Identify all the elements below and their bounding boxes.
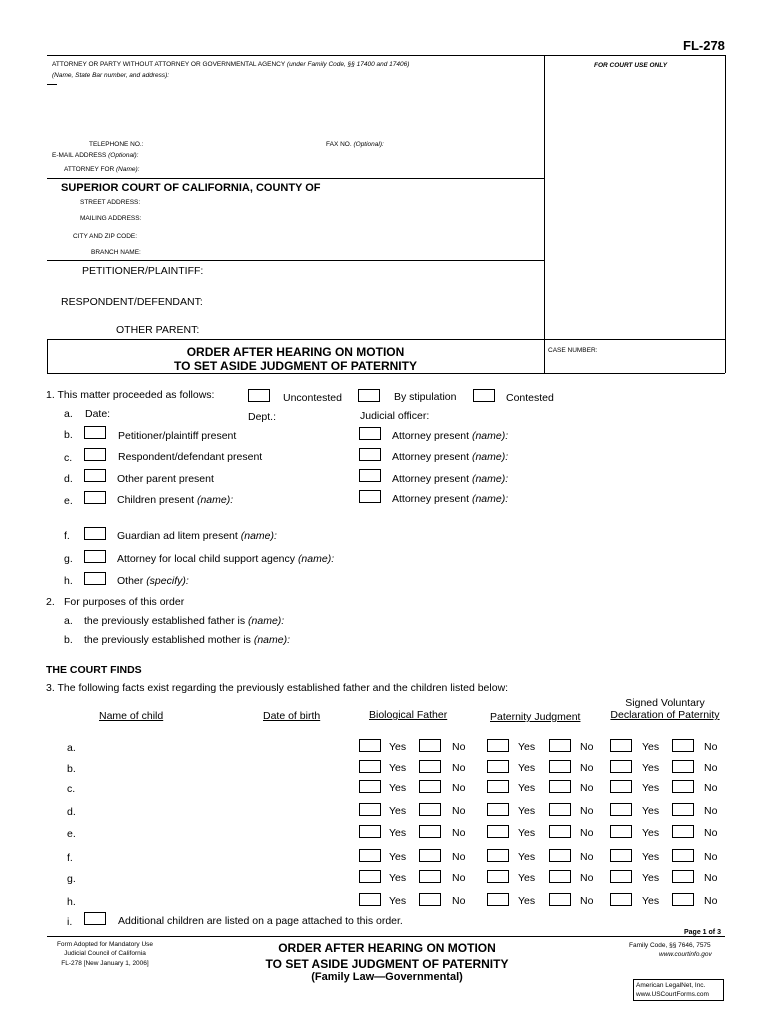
- svd-no-label: No: [704, 805, 718, 817]
- header-divider: [544, 55, 545, 373]
- svd-yes-label: Yes: [642, 782, 660, 794]
- mailing-label: MAILING ADDRESS:: [80, 215, 142, 222]
- pj-no-label: No: [580, 741, 594, 753]
- pj-yes-checkbox[interactable]: [487, 870, 509, 883]
- email-label: E-MAIL ADDRESS (Optional):: [52, 152, 139, 159]
- city-label: CITY AND ZIP CODE:: [73, 233, 138, 240]
- petitioner-present-label: Petitioner/plaintiff present: [118, 430, 237, 442]
- court-use-label: FOR COURT USE ONLY: [594, 62, 668, 69]
- svd-yes-label: Yes: [642, 762, 660, 774]
- bio-no-label: No: [452, 762, 466, 774]
- other-label: Other (specify):: [117, 575, 189, 587]
- contested-label: Contested: [506, 392, 554, 404]
- title-line-2: TO SET ASIDE JUDGMENT OF PATERNITY: [174, 359, 417, 373]
- pj-yes-label: Yes: [518, 805, 536, 817]
- guardian-checkbox[interactable]: [84, 527, 106, 540]
- date-label: Date:: [85, 408, 111, 420]
- pj-no-checkbox[interactable]: [549, 870, 571, 883]
- respondent-present-label: Respondent/defendant present: [118, 451, 263, 463]
- pj-no-checkbox[interactable]: [549, 760, 571, 773]
- findings-heading: THE COURT FINDS: [46, 664, 142, 676]
- svd-no-label: No: [704, 827, 718, 839]
- bio-no-label: No: [452, 782, 466, 794]
- child-row-letter: d.: [67, 806, 76, 818]
- pj-no-label: No: [580, 762, 594, 774]
- pj-no-checkbox[interactable]: [549, 825, 571, 838]
- header-line-attorney: [47, 178, 544, 179]
- footer-title-1: ORDER AFTER HEARING ON MOTION: [278, 941, 496, 955]
- bio-yes-label: Yes: [389, 741, 407, 753]
- svd-no-label: No: [704, 851, 718, 863]
- respondent-present-checkbox[interactable]: [84, 448, 106, 461]
- pj-yes-label: Yes: [518, 827, 536, 839]
- item3i-letter: i.: [67, 916, 73, 928]
- vendor-line-2: www.USCourtForms.com: [636, 991, 709, 998]
- child-row-letter: e.: [67, 828, 76, 840]
- attorney-c-label: Attorney present (name):: [392, 451, 509, 463]
- attorney-b-checkbox[interactable]: [359, 427, 381, 440]
- title-line-1: ORDER AFTER HEARING ON MOTION: [186, 345, 405, 359]
- name-line: (Name, State Bar number, and address):: [52, 72, 170, 79]
- row-b-letter: b.: [64, 429, 73, 441]
- bio-yes-label: Yes: [389, 851, 407, 863]
- bio-no-label: No: [452, 827, 466, 839]
- petitioner-present-checkbox[interactable]: [84, 426, 106, 439]
- pj-no-checkbox[interactable]: [549, 849, 571, 862]
- bio-yes-label: Yes: [389, 872, 407, 884]
- child-support-attorney-checkbox[interactable]: [84, 550, 106, 563]
- item2a-text: the previously established father is (name):: [84, 615, 285, 627]
- pj-no-checkbox[interactable]: [549, 739, 571, 752]
- children-present-label: Children present (name):: [117, 494, 234, 506]
- bio-no-label: No: [452, 741, 466, 753]
- svd-no-label: No: [704, 762, 718, 774]
- svd-yes-checkbox[interactable]: [610, 739, 632, 752]
- item2-label: For purposes of this order: [64, 596, 185, 608]
- item1-label: 1. This matter proceeded as follows:: [46, 389, 215, 401]
- svd-no-label: No: [704, 741, 718, 753]
- fax-label: FAX NO. (Optional):: [326, 141, 384, 148]
- pj-yes-checkbox[interactable]: [487, 803, 509, 816]
- svd-yes-checkbox[interactable]: [610, 760, 632, 773]
- bio-yes-checkbox[interactable]: [359, 780, 381, 793]
- row-f-letter: f.: [64, 530, 70, 542]
- svd-no-label: No: [704, 872, 718, 884]
- col-svd-line1: Signed Voluntary: [625, 697, 705, 709]
- svd-yes-checkbox[interactable]: [610, 780, 632, 793]
- bio-no-checkbox[interactable]: [419, 893, 441, 906]
- pj-no-checkbox[interactable]: [549, 803, 571, 816]
- footer-title-3: (Family Law—Governmental): [311, 971, 463, 983]
- bio-no-label: No: [452, 895, 466, 907]
- bio-yes-checkbox[interactable]: [359, 849, 381, 862]
- svd-no-checkbox[interactable]: [672, 780, 694, 793]
- svd-no-checkbox[interactable]: [672, 739, 694, 752]
- attorney-for-label: ATTORNEY FOR (Name):: [64, 166, 140, 173]
- footer-code: Family Code, §§ 7646, 7575: [629, 942, 711, 949]
- item2b-letter: b.: [64, 634, 73, 646]
- bio-no-checkbox[interactable]: [419, 739, 441, 752]
- pj-no-label: No: [580, 851, 594, 863]
- bio-yes-checkbox[interactable]: [359, 760, 381, 773]
- branch-label: BRANCH NAME:: [91, 249, 141, 256]
- form-number: FL-278: [683, 38, 725, 53]
- item2-number: 2.: [46, 596, 55, 608]
- svd-yes-label: Yes: [642, 895, 660, 907]
- footer-line: [47, 936, 725, 937]
- bio-no-checkbox[interactable]: [419, 825, 441, 838]
- pj-yes-label: Yes: [518, 872, 536, 884]
- header-line-court: [47, 260, 544, 261]
- pj-no-label: No: [580, 782, 594, 794]
- svd-yes-label: Yes: [642, 827, 660, 839]
- pj-yes-label: Yes: [518, 782, 536, 794]
- attorney-d-label: Attorney present (name):: [392, 473, 509, 485]
- pj-no-label: No: [580, 895, 594, 907]
- pj-yes-label: Yes: [518, 762, 536, 774]
- court-title: SUPERIOR COURT OF CALIFORNIA, COUNTY OF: [61, 182, 321, 194]
- stipulation-label: By stipulation: [394, 391, 457, 403]
- telephone-label: TELEPHONE NO.:: [89, 141, 144, 148]
- attorney-e-label: Attorney present (name):: [392, 493, 509, 505]
- svd-no-label: No: [704, 782, 718, 794]
- pj-yes-checkbox[interactable]: [487, 849, 509, 862]
- header-line-title: [47, 373, 725, 374]
- pj-yes-checkbox[interactable]: [487, 739, 509, 752]
- pj-no-label: No: [580, 805, 594, 817]
- svd-no-checkbox[interactable]: [672, 825, 694, 838]
- pj-yes-label: Yes: [518, 895, 536, 907]
- guardian-label: Guardian ad litem present (name):: [117, 530, 277, 542]
- svd-no-checkbox[interactable]: [672, 760, 694, 773]
- child-row-letter: f.: [67, 852, 73, 864]
- bio-yes-checkbox[interactable]: [359, 825, 381, 838]
- attorney-label: ATTORNEY OR PARTY WITHOUT ATTORNEY OR GOVERNMENTAL AGENCY (under Family Code, §§ 17400 and 17406): [52, 61, 410, 68]
- child-row-letter: g.: [67, 873, 76, 885]
- item2b-text: the previously established mother is (name):: [84, 634, 291, 646]
- svd-no-checkbox[interactable]: [672, 870, 694, 883]
- row-d-letter: d.: [64, 473, 73, 485]
- street-label: STREET ADDRESS:: [80, 199, 141, 206]
- respondent-label: RESPONDENT/DEFENDANT:: [61, 296, 203, 308]
- attorney-b-label: Attorney present (name):: [392, 430, 509, 442]
- footer-left-3: FL-278 [New January 1, 2006]: [61, 960, 149, 967]
- bio-no-label: No: [452, 805, 466, 817]
- svd-yes-checkbox[interactable]: [610, 825, 632, 838]
- svd-no-checkbox[interactable]: [672, 893, 694, 906]
- svd-yes-checkbox[interactable]: [610, 893, 632, 906]
- attorney-c-checkbox[interactable]: [359, 448, 381, 461]
- tick-mark: [47, 84, 57, 85]
- item1a-letter: a.: [64, 408, 73, 420]
- attorney-d-checkbox[interactable]: [359, 469, 381, 482]
- judicial-officer-label: Judicial officer:: [360, 410, 430, 422]
- case-number-label: CASE NUMBER:: [548, 347, 598, 354]
- footer-title-2: TO SET ASIDE JUDGMENT OF PATERNITY: [265, 957, 509, 971]
- child-row-letter: a.: [67, 742, 76, 754]
- bio-no-checkbox[interactable]: [419, 870, 441, 883]
- uncontested-label: Uncontested: [283, 392, 342, 404]
- row-h-letter: h.: [64, 575, 73, 587]
- row-e-letter: e.: [64, 495, 73, 507]
- svd-yes-label: Yes: [642, 805, 660, 817]
- svd-yes-checkbox[interactable]: [610, 870, 632, 883]
- pj-yes-checkbox[interactable]: [487, 780, 509, 793]
- header-top-line: [47, 55, 725, 56]
- header-line-parties: [47, 339, 725, 340]
- page-number: Page 1 of 3: [684, 929, 721, 936]
- other-parent-present-checkbox[interactable]: [84, 469, 106, 482]
- col-paternity-judgment: Paternity Judgment: [490, 711, 581, 723]
- bio-no-checkbox[interactable]: [419, 760, 441, 773]
- footer-left-1: Form Adopted for Mandatory Use: [56, 941, 154, 948]
- additional-children-label: Additional children are listed on a page attached to this order.: [118, 915, 403, 927]
- header-right-border: [725, 55, 726, 373]
- petitioner-label: PETITIONER/PLAINTIFF:: [82, 265, 204, 277]
- bio-yes-checkbox[interactable]: [359, 870, 381, 883]
- bio-yes-label: Yes: [389, 805, 407, 817]
- pj-yes-checkbox[interactable]: [487, 760, 509, 773]
- child-support-attorney-label: Attorney for local child support agency (name):: [117, 553, 335, 565]
- svd-no-label: No: [704, 895, 718, 907]
- footer-left-2: Judicial Council of California: [64, 950, 146, 957]
- additional-children-checkbox[interactable]: [84, 912, 106, 925]
- other-parent-label: OTHER PARENT:: [116, 324, 200, 336]
- other-checkbox[interactable]: [84, 572, 106, 585]
- child-row-letter: c.: [67, 783, 76, 795]
- svd-yes-checkbox[interactable]: [610, 849, 632, 862]
- col-svd-line2: Declaration of Paternity: [610, 709, 720, 721]
- bio-yes-label: Yes: [389, 782, 407, 794]
- bio-no-checkbox[interactable]: [419, 803, 441, 816]
- pj-no-checkbox[interactable]: [549, 893, 571, 906]
- other-parent-present-label: Other parent present: [117, 473, 214, 485]
- col-name-of-child: Name of child: [99, 710, 164, 722]
- footer-site: www.courtinfo.gov: [659, 951, 712, 958]
- attorney-e-checkbox[interactable]: [359, 490, 381, 503]
- uncontested-checkbox[interactable]: [248, 389, 270, 402]
- pj-no-label: No: [580, 827, 594, 839]
- pj-yes-checkbox[interactable]: [487, 893, 509, 906]
- svd-yes-checkbox[interactable]: [610, 803, 632, 816]
- pj-no-checkbox[interactable]: [549, 780, 571, 793]
- item3-label: 3. The following facts exist regarding the previously established father and the children listed below:: [46, 682, 509, 694]
- svd-yes-label: Yes: [642, 851, 660, 863]
- svd-no-checkbox[interactable]: [672, 849, 694, 862]
- svd-no-checkbox[interactable]: [672, 803, 694, 816]
- bio-yes-checkbox[interactable]: [359, 803, 381, 816]
- row-g-letter: g.: [64, 553, 73, 565]
- bio-no-checkbox[interactable]: [419, 849, 441, 862]
- contested-checkbox[interactable]: [473, 389, 495, 402]
- dept-label: Dept.:: [248, 411, 277, 423]
- row-c-letter: c.: [64, 452, 73, 464]
- item2a-letter: a.: [64, 615, 73, 627]
- pj-yes-checkbox[interactable]: [487, 825, 509, 838]
- col-biological-father: Biological Father: [369, 709, 448, 721]
- pj-yes-label: Yes: [518, 741, 536, 753]
- vendor-line-1: American LegalNet, Inc.: [636, 982, 706, 989]
- col-date-of-birth: Date of birth: [263, 710, 321, 722]
- child-row-letter: h.: [67, 896, 76, 908]
- bio-no-label: No: [452, 872, 466, 884]
- pj-no-label: No: [580, 872, 594, 884]
- pj-yes-label: Yes: [518, 851, 536, 863]
- svd-yes-label: Yes: [642, 872, 660, 884]
- bio-no-label: No: [452, 851, 466, 863]
- bio-yes-label: Yes: [389, 895, 407, 907]
- svd-yes-label: Yes: [642, 741, 660, 753]
- bio-no-checkbox[interactable]: [419, 780, 441, 793]
- bio-yes-checkbox[interactable]: [359, 739, 381, 752]
- stipulation-checkbox[interactable]: [358, 389, 380, 402]
- children-present-checkbox[interactable]: [84, 491, 106, 504]
- bio-yes-label: Yes: [389, 762, 407, 774]
- vendor-box: [633, 979, 724, 1001]
- child-row-letter: b.: [67, 763, 76, 775]
- bio-yes-checkbox[interactable]: [359, 893, 381, 906]
- bio-yes-label: Yes: [389, 827, 407, 839]
